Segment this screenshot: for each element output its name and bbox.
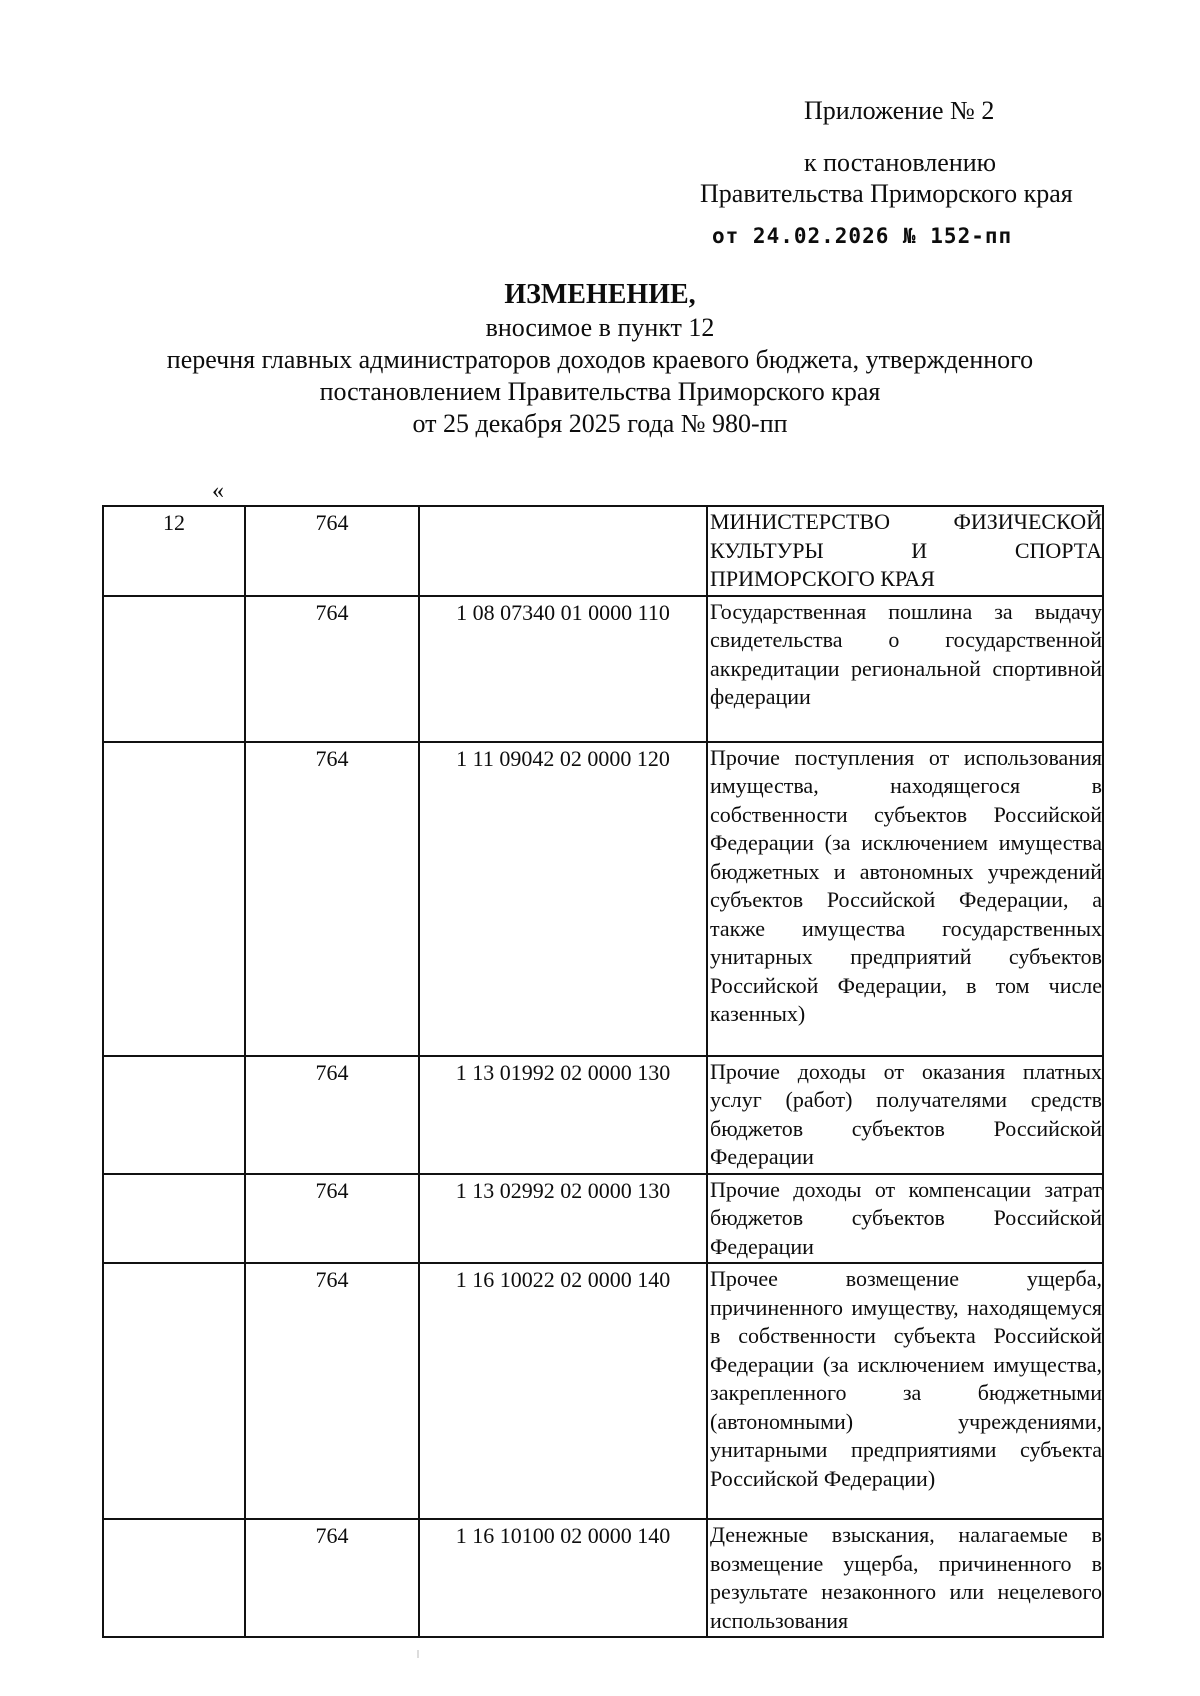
revenue-name-cell	[707, 596, 1103, 742]
revenue-name-text: Прочие доходы от оказания платных услуг (работ) получателями средств бюджетов субъектов Российской Федерации	[710, 1058, 1102, 1169]
heading-line-2: перечня главных администраторов доходов краевого бюджета, утвержденного	[166, 345, 1034, 374]
revenue-name-text: Прочее возмещение ущерба, причиненного имуществу, находящемуся в собственности субъекта Российской Федерации (за исключением имущества, закрепленного за бюджетными (автономными) учреждениями, унитарными предприятиями субъекта Российской Федерации)	[710, 1266, 1102, 1491]
row-number-cell	[103, 1056, 245, 1174]
administrator-code-cell: 764	[245, 1056, 419, 1174]
revenue-name-text: Прочие поступления от использования имущества, находящегося в собственности субъектов Российской Федерации (за исключением имущества бюджетных и автономных учреждений субъектов Российской Федерации, а также имущества государственных унитарных предприятий субъектов Российской Федерации, в том числе казенных)	[710, 744, 1102, 1026]
administrator-code-cell: 764	[245, 742, 419, 1056]
revenue-name-text: Денежные взыскания, налагаемые в возмещение ущерба, причиненного в результате незаконного или нецелевого использования	[710, 1522, 1102, 1633]
appendix-government: Правительства Приморского края	[700, 179, 1073, 208]
revenue-code-cell: 1 08 07340 01 0000 110	[419, 596, 707, 742]
administrator-code-cell: 764	[245, 596, 419, 742]
revenue-name-cell	[707, 742, 1103, 1056]
administrator-code-cell: 764	[245, 1519, 419, 1637]
table-row	[103, 1263, 1103, 1519]
page-mark	[417, 1650, 419, 1658]
table-row	[103, 1174, 1103, 1264]
document-heading	[0, 278, 1200, 440]
appendix-title: Приложение № 2	[804, 96, 995, 125]
revenue-code-cell: 1 16 10022 02 0000 140	[419, 1263, 707, 1519]
row-number-cell: 12	[103, 506, 245, 596]
row-number-cell	[103, 742, 245, 1056]
revenue-name-cell	[707, 1263, 1103, 1519]
table-row	[103, 596, 1103, 742]
revenue-code-cell: 1 16 10100 02 0000 140	[419, 1519, 707, 1637]
table-row	[103, 742, 1103, 1056]
revenue-administrators-table	[102, 505, 1104, 1638]
heading-line-3: постановлением Правительства Приморского края	[319, 377, 881, 406]
heading-line-4: от 25 декабря 2025 года № 980-пп	[412, 409, 788, 438]
appendix-number: от 24.02.2026 № 152-пп	[712, 224, 1013, 248]
row-number-cell	[103, 596, 245, 742]
revenue-name-cell	[707, 1174, 1103, 1264]
table-row	[103, 1056, 1103, 1174]
revenue-code-cell: 1 13 02992 02 0000 130	[419, 1174, 707, 1264]
row-number-cell	[103, 1263, 245, 1519]
appendix-to: к постановлению	[804, 148, 997, 177]
heading-line-1: вносимое в пункт 12	[485, 313, 715, 342]
revenue-name-text: Государственная пошлина за выдачу свидетельства о государственной аккредитации региональной спортивной федерации	[710, 598, 1102, 709]
revenue-code-cell	[419, 506, 707, 596]
administrator-code-cell: 764	[245, 506, 419, 596]
row-number-cell	[103, 1519, 245, 1637]
revenue-name-cell	[707, 1519, 1103, 1637]
revenue-code-cell: 1 11 09042 02 0000 120	[419, 742, 707, 1056]
administrator-code-cell: 764	[245, 1263, 419, 1519]
revenue-name-cell	[707, 506, 1103, 596]
table-row	[103, 506, 1103, 596]
administrator-code-cell: 764	[245, 1174, 419, 1264]
revenue-name-text: МИНИСТЕРСТВО ФИЗИЧЕСКОЙ КУЛЬТУРЫ И СПОРТА ПРИМОРСКОГО КРАЯ	[710, 509, 1102, 591]
revenue-name-cell	[707, 1056, 1103, 1174]
table-row	[103, 1519, 1103, 1637]
opening-quote-mark: «	[212, 478, 224, 504]
revenue-code-cell: 1 13 01992 02 0000 130	[419, 1056, 707, 1174]
document-title: ИЗМЕНЕНИЕ,	[504, 279, 696, 310]
revenue-name-text: Прочие доходы от компенсации затрат бюджетов субъектов Российской Федерации	[710, 1176, 1102, 1259]
row-number-cell	[103, 1174, 245, 1264]
